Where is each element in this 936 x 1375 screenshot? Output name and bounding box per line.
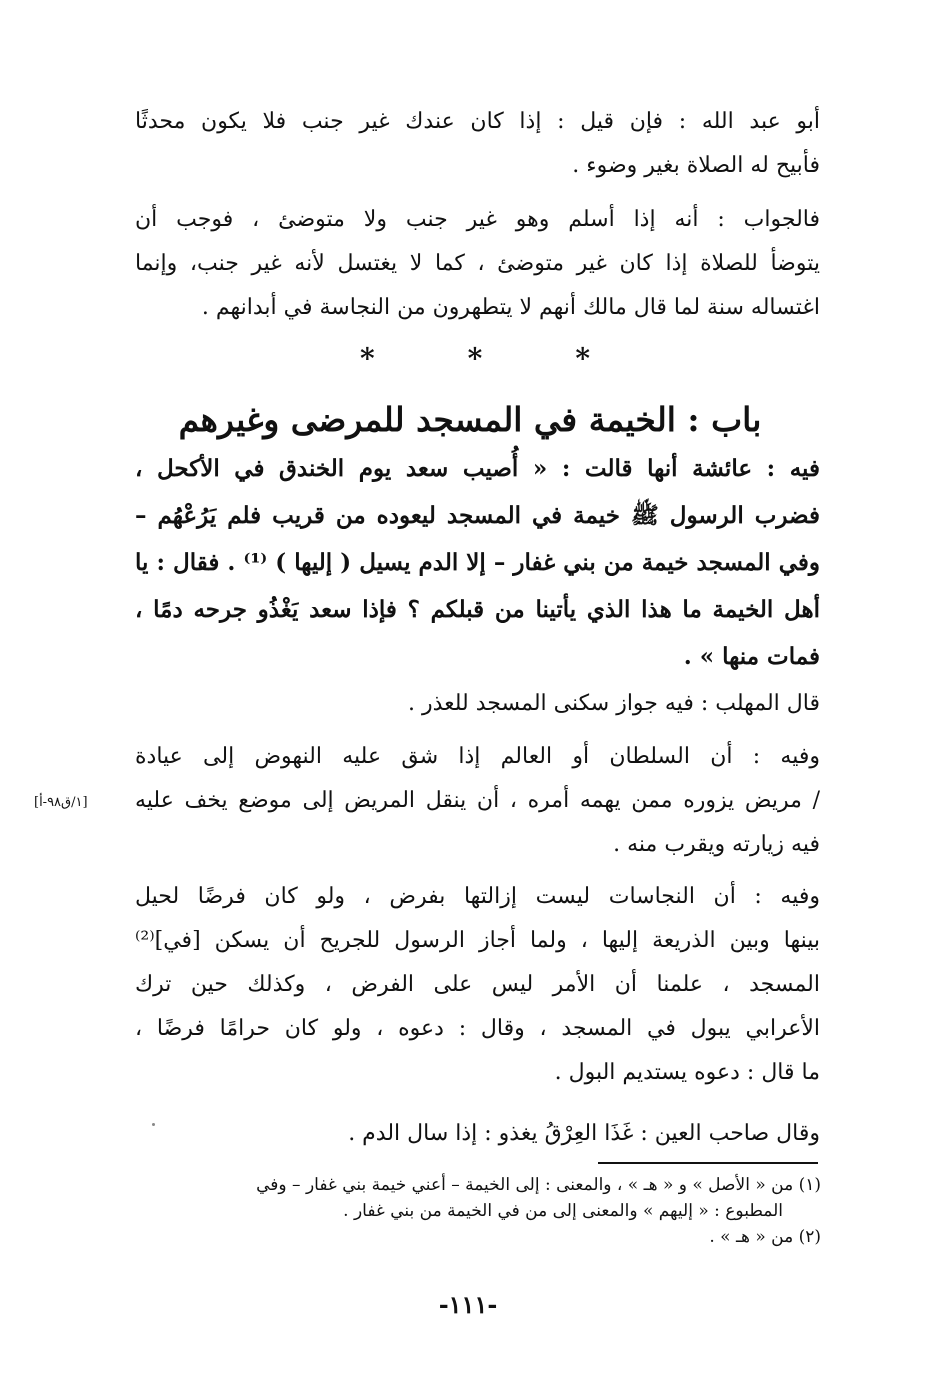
sultan-paragraph — [135, 735, 820, 867]
text-line: فضرب الرسول ﷺ خيمة في المسجد ليعوده من قريب فلم يَرُعْهُم – — [135, 502, 820, 529]
text-line: يتوضأ للصلاة إذا كان غير متوضئ ، كما لا يغتسل لأنه غير جنب، وإنما — [135, 251, 820, 276]
text-line: أهل الخيمة ما هذا الذي يأتينا من قبلكم ؟ فإذا سعد يَغْذُو جرحه دمًا ، — [135, 596, 820, 623]
text-line: فأبيح له الصلاة بغير وضوء . — [572, 153, 820, 178]
najasat-paragraph — [135, 875, 820, 1095]
manuscript-folio-note: [١/ق٩٨-أ] — [34, 795, 88, 810]
text-line: وقال صاحب العين : غَذَا العِرْقُ يغذو : إذا سال الدم . — [348, 1121, 820, 1146]
muhallab-paragraph — [135, 682, 820, 726]
text-line: اغتساله سنة لما قال مالك أنهم لا يتطهرون من النجاسة في أبدانهم . — [201, 295, 820, 320]
text-line: فمات منها » . — [683, 643, 820, 670]
text-line: ما قال : دعوه يستديم البول . — [554, 1060, 820, 1085]
footnote-2: (٢) من « هـ » . — [709, 1227, 821, 1247]
footnotes — [135, 1172, 821, 1250]
text-line: فالجواب : أنه إذا أسلم وهو غير جنب ولا متوضئ ، فوجب أن — [135, 207, 820, 232]
text-line: أبو عبد الله : فإن قيل : إذا كان عندك غير جنب فلا يكون محدثًا — [135, 109, 820, 134]
text-line: / مريض يزوره ممن يهمه أمره ، أن ينقل المريض إلى موضع يخف عليه — [135, 788, 820, 813]
footnote-rule — [598, 1162, 818, 1164]
text-line: وفيه : أن النجاسات ليست إزالتها بفرض ، ولو كان فرضًا لحيل — [135, 884, 820, 909]
text-line: وفيه : أن السلطان أو العالم إذا شق عليه النهوض إلى عيادة — [135, 744, 820, 769]
text-line: وفي المسجد خيمة من بني غفار – إلا الدم يسيل ( إليها ) ⁽¹⁾ . فقال : يا — [135, 549, 820, 576]
answer-paragraph — [135, 198, 820, 330]
text-line: المسجد ، علمنا أن الأمر ليس على الفرض ، وكذلك حين ترك — [135, 972, 820, 997]
separator-star: * — [575, 342, 590, 375]
scan-speck — [152, 1123, 155, 1126]
ain-paragraph — [135, 1112, 820, 1156]
intro-paragraph — [135, 100, 820, 188]
text-line: بينها وبين الذريعة إليها ، ولما أجاز الرسول للجريح أن يسكن [في]⁽²⁾ — [135, 928, 820, 953]
text-line: قال المهلب : فيه جواز سكنى المسجد للعذر . — [407, 691, 820, 716]
text-line: فيه زيارته ويقرب منه . — [613, 832, 820, 857]
chapter-heading: باب : الخيمة في المسجد للمرضى وغيرهم — [178, 400, 762, 439]
text-line: فيه : عائشة أنها قالت : « أُصيب سعد يوم الخندق في الأكحل ، — [135, 455, 820, 482]
footnote-1-line: (١) من « الأصل » و « هـ » ، والمعنى : إلى الخيمة – أعني خيمة بني غفار – وفي — [256, 1175, 821, 1195]
footnote-1-line: المطبوع : « إليهم » والمعنى إلى من في الخيمة من بني غفار . — [343, 1201, 783, 1221]
separator-star: * — [360, 342, 375, 375]
separator-star: * — [467, 342, 483, 375]
section-separator — [360, 342, 590, 375]
page-number: -١١١- — [438, 1290, 498, 1319]
text-line: الأعرابي يبول في المسجد ، وقال : دعوه ، ولو كان حرامًا فرضًا ، — [135, 1016, 820, 1041]
hadith-paragraph — [135, 445, 820, 680]
